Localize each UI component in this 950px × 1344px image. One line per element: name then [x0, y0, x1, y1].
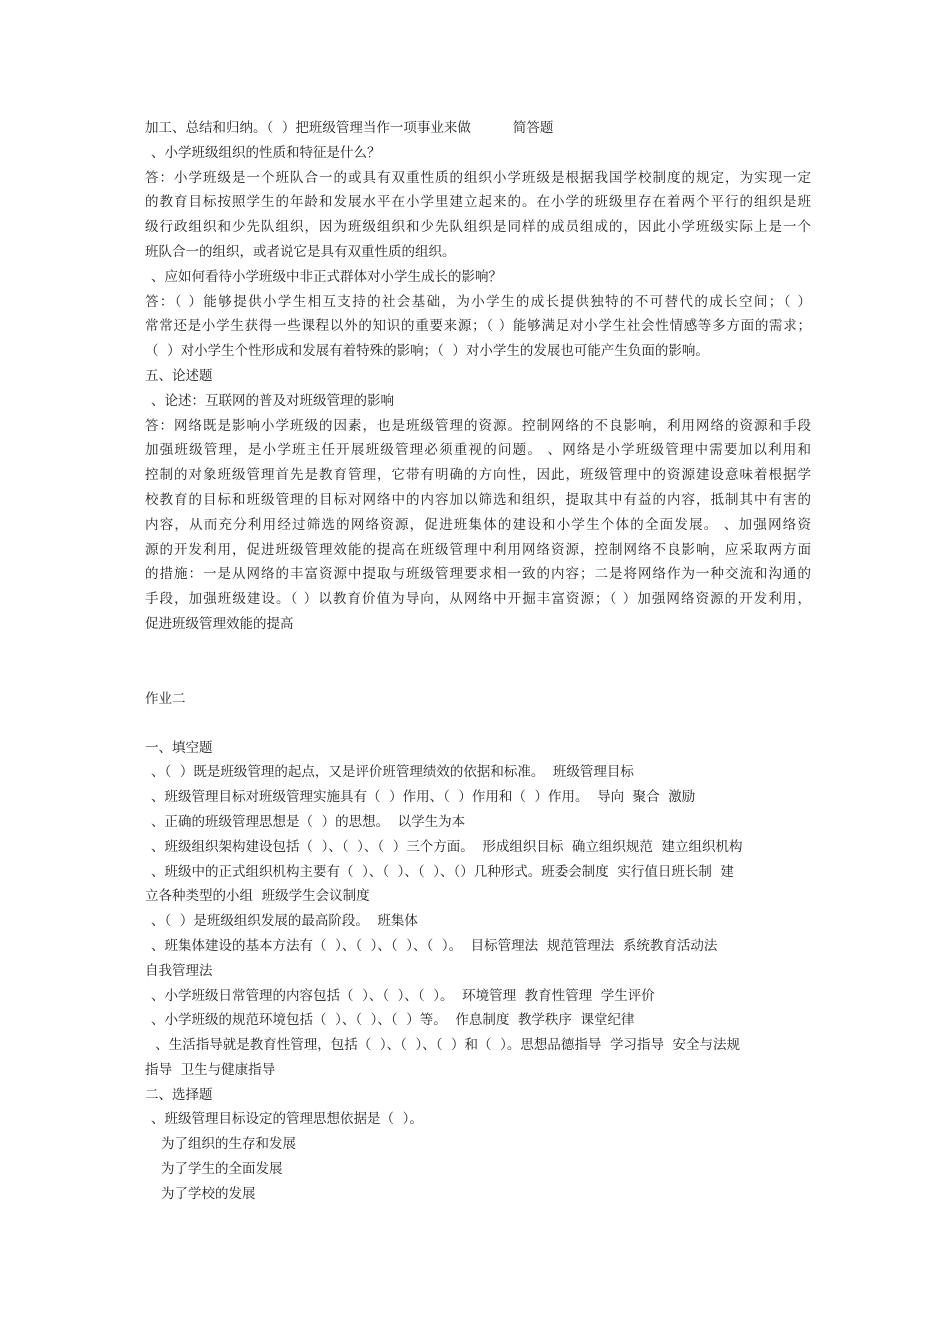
fill-item-9: 、小学班级的规范环境包括（ ）、（ ）、（ ）等。 作息制度 教学秩序 课堂纪律: [151, 1012, 635, 1029]
question-1: 、小学班级组织的性质和特征是什么？: [151, 144, 381, 161]
answer-2-line-1: 答：（ ）能够提供小学生相互支持的社会基础，为小学生的成长提供独特的不可替代的成长空间；（ ）: [145, 293, 811, 310]
answer-1-line-4: 班队合一的组织，或者说它是具有双重性质的组织。: [145, 243, 456, 260]
essay-answer-line-5: 内容，从而充分利用经过筛选的网络资源，促进班集体的建设和小学生个体的全面发展。 、加强网络资: [145, 516, 811, 533]
essay-answer-line-4: 校教育的目标和班级管理的目标对网络中的内容加以筛选和组织，提取其中有益的内容，抵制其中有害的: [145, 491, 811, 508]
choice-question-1: 、班级管理目标设定的管理思想依据是（ ）。: [151, 1111, 423, 1128]
intro-text: 加工、总结和归纳。（ ）把班级管理当作一项事业来做: [145, 120, 471, 136]
answer-2-line-3: （ ）对小学生个性形成和发展有着特殊的影响；（ ）对小学生的发展也可能产生负面的影响。: [145, 343, 709, 360]
answer-1-line-3: 级行政组织和少先队组织，因为班级组织和少先队组织是同样的成员组成的，因此小学班级实际上是一个: [145, 219, 811, 236]
fill-item-5: 、班级中的正式组织机构主要有（ ）、（ ）、（ ）、（）几种形式。班委会制度 实行值日班长制 建: [151, 863, 734, 880]
fill-item-10: 、生活指导就是教育性管理，包括（ ）、（ ）、（ ）和（ ）。思想品德指导 学习指导 安全与法规: [151, 1037, 741, 1054]
essay-answer-line-8: 手段，加强班级建设。（ ）以教育价值为导向，从网络中开掘丰富资源；（ ）加强网络资源的开发利用，: [145, 591, 811, 608]
short-answer-heading: 简答题: [512, 120, 554, 136]
fill-item-10-cont: 指导 卫生与健康指导: [145, 1061, 276, 1078]
answer-2-line-2: 常常还是小学生获得一些课程以外的知识的重要来源；（ ）能够满足对小学生社会性情感等多方面的需求；: [145, 318, 811, 335]
essay-answer-line-6: 源的开发利用，促进班级管理效能的提高在班级管理中利用网络资源，控制网络不良影响，应采取两方面: [145, 541, 811, 558]
essay-answer-line-9: 促进班级管理效能的提高: [145, 615, 294, 632]
fill-item-3: 、正确的班级管理思想是（ ）的思想。 以学生为本: [151, 813, 466, 830]
fill-item-7: 、班集体建设的基本方法有（ ）、（ ）、（ ）、（ ）。 目标管理法 规范管理法 系统教育活动法: [151, 937, 718, 954]
essay-answer-line-1: 答：网络既是影响小学班级的因素，也是班级管理的资源。控制网络的不良影响，利用网络的资源和手段: [145, 417, 811, 434]
choice-option-b: 为了学生的全面发展: [161, 1161, 283, 1178]
fill-item-6: 、（ ）是班级组织发展的最高阶段。 班集体: [151, 913, 418, 930]
document-page: [145, 116, 811, 1207]
fill-item-5-cont: 立各种类型的小组 班级学生会议制度: [145, 888, 370, 905]
fill-in-section-heading: 一、填空题: [145, 739, 213, 756]
essay-answer-line-3: 控制的对象班级管理首先是教育管理，它带有明确的方向性，因此，班级管理中的资源建设意味着根据学: [145, 467, 811, 484]
spacer: [145, 637, 811, 687]
spacer: [145, 712, 811, 736]
fill-item-1: 、（ ）既是班级管理的起点，又是评价班管理绩效的依据和标准。 班级管理目标: [151, 764, 634, 781]
fill-item-2: 、班级管理目标对班级管理实施具有（ ）作用、（ ）作用和（ ）作用。 导向 聚合 激励: [151, 789, 696, 806]
section-5-heading: 五、论述题: [145, 367, 213, 384]
intro-line: [145, 116, 811, 141]
fill-item-4: 、班级组织架构建设包括（ ）、（ ）、（ ）三个方面。 形成组织目标 确立组织规范 建立组织机构: [151, 838, 743, 855]
choice-option-a: 为了组织的生存和发展: [161, 1136, 296, 1153]
essay-question: 、论述：互联网的普及对班级管理的影响: [151, 392, 394, 409]
answer-1-line-1: 答：小学班级是一个班队合一的或具有双重性质的组织小学班级是根据我国学校制度的规定，为实现一定: [145, 169, 811, 186]
question-2: 、应如何看待小学班级中非正式群体对小学生成长的影响？: [151, 268, 502, 285]
fill-item-7-cont: 自我管理法: [145, 962, 213, 979]
homework-2-title: 作业二: [145, 690, 186, 707]
fill-item-8: 、小学班级日常管理的内容包括（ ）、（ ）、（ ）。 环境管理 教育性管理 学生评价: [151, 987, 655, 1004]
essay-answer-line-2: 加强班级管理，是小学班主任开展班级管理必须重视的问题。 、网络是小学班级管理中需要加以利用和: [145, 442, 811, 459]
choice-option-c: 为了学校的发展: [161, 1185, 256, 1202]
essay-answer-line-7: 的措施：一是从网络的丰富资源中提取与班级管理要求相一致的内容；二是将网络作为一种交流和沟通的: [145, 566, 811, 583]
choice-section-heading: 二、选择题: [145, 1086, 213, 1103]
answer-1-line-2: 的教育目标按照学生的年龄和发展水平在小学里建立起来的。在小学的班级里存在着两个平行的组织是班: [145, 194, 811, 211]
